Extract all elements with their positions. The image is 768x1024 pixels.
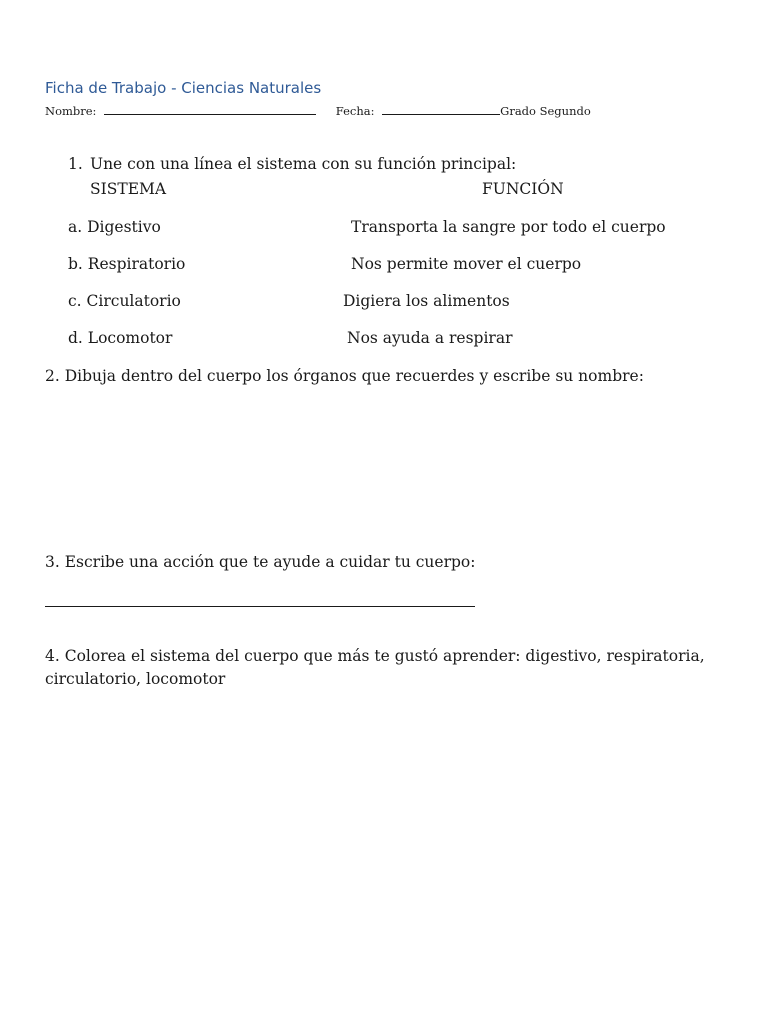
grade-label: Grado Segundo xyxy=(500,104,591,118)
q1-column-sistema: SISTEMA xyxy=(90,180,167,198)
system-item-locomotor: d. Locomotor xyxy=(68,329,173,347)
system-item-circulatorio: c. Circulatorio xyxy=(68,292,181,310)
q4-prompt-line2: circulatorio, locomotor xyxy=(45,670,226,688)
student-info-line xyxy=(45,104,591,118)
system-item-digestivo: a. Digestivo xyxy=(68,218,161,236)
function-item-mover: Nos permite mover el cuerpo xyxy=(351,255,582,273)
q1-column-funcion: FUNCIÓN xyxy=(482,180,564,198)
function-item-digiera: Digiera los alimentos xyxy=(343,292,510,310)
q3-prompt: 3. Escribe una acción que te ayude a cuidar tu cuerpo: xyxy=(45,553,476,571)
q1-prompt: Une con una línea el sistema con su función principal: xyxy=(90,155,517,173)
q1-number: 1. xyxy=(68,155,83,173)
function-item-respirar: Nos ayuda a respirar xyxy=(347,329,513,347)
q4-prompt-line1: 4. Colorea el sistema del cuerpo que más te gustó aprender: digestivo, respiratoria, xyxy=(45,647,705,665)
system-item-respiratorio: b. Respiratorio xyxy=(68,255,186,273)
worksheet-title: Ficha de Trabajo - Ciencias Naturales xyxy=(45,79,322,97)
name-label: Nombre: xyxy=(45,104,97,118)
q2-prompt: 2. Dibuja dentro del cuerpo los órganos que recuerdes y escribe su nombre: xyxy=(45,367,644,385)
date-label: Fecha: xyxy=(335,104,375,118)
date-blank[interactable] xyxy=(382,105,500,115)
name-blank[interactable] xyxy=(104,105,316,115)
q3-answer-line[interactable] xyxy=(45,606,475,607)
function-item-transporta: Transporta la sangre por todo el cuerpo xyxy=(351,218,666,236)
